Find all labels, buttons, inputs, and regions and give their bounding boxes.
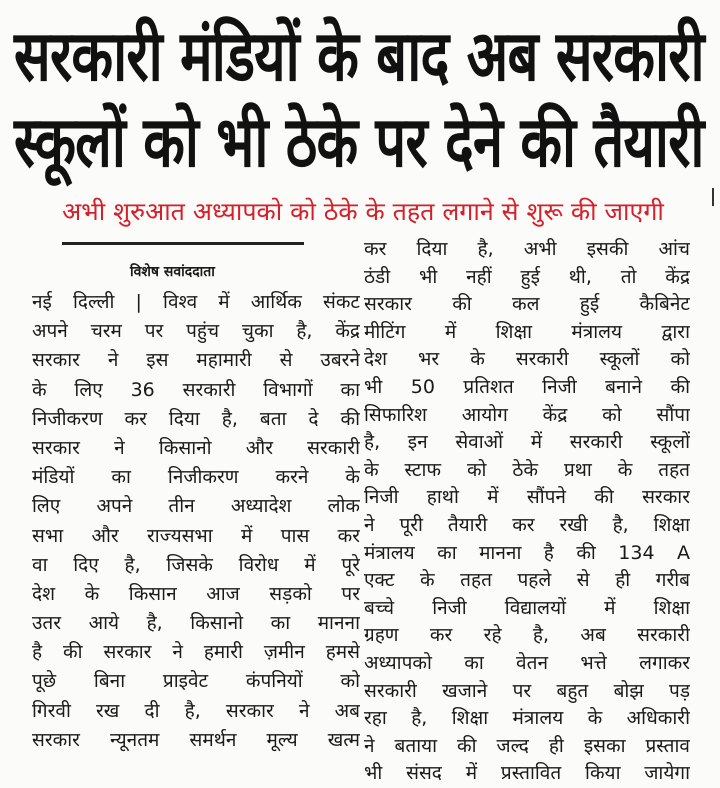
article-line: है, इन सेवाओं में सरकारी स्कूलों	[364, 431, 690, 454]
article-line: कर दिया है, अभी इसकी आंच	[364, 238, 690, 260]
article-line: अध्यापको का वेतन भत्ते लगाकर	[364, 651, 690, 674]
article-line: ग्रहण कर रहे है, अब सरकारी	[364, 624, 690, 647]
article-column-left	[32, 288, 360, 755]
article-line: के लिए 36 सरकारी विभागों का	[32, 378, 360, 401]
article-line: गिरवी रख दी है, सरकार ने अब	[32, 699, 360, 722]
article-line: ने पूरी तैयारी कर रखी है, शिक्षा	[364, 513, 690, 536]
headline-line-1: सरकारी मंडियों के बाद अब सरकारी	[14, 15, 704, 97]
article-line: एक्ट के तहत पहले से ही गरीब	[364, 569, 690, 592]
article-line: के स्टाफ को ठेके प्रथा के तहत	[364, 458, 690, 481]
article-line: भी संसद में प्रस्तावित किया जायेगा	[364, 762, 690, 785]
article-line: रहा है, शिक्षा मंत्रालय के अधिकारी	[364, 707, 690, 730]
article-line: ने बताया की जल्द ही इसका प्रस्ताव	[364, 734, 690, 757]
article-line: अपने चरम पर पहुंच चुका है, केंद्र	[32, 320, 360, 343]
article-line: पूछे बिना प्राइवेट कंपनियों को	[32, 670, 360, 693]
article-line: निजीकरण कर दिया है, बता दे की	[32, 407, 360, 430]
article-line: ठंडी भी नहीं हुई थी, तो केंद्र	[364, 265, 690, 288]
subheadline: अभी शुरुआत अध्यापको को ठेके के तहत लगाने से शुरू की जाएगी	[62, 197, 664, 226]
headline-line-2: स्कूलों को भी ठेके पर देने की तैयारी	[14, 101, 704, 183]
byline: विशेष सवांददाता	[130, 264, 215, 280]
article-line: देश भर के सरकारी स्कूलों को	[364, 348, 690, 371]
article-line: लिए अपने तीन अध्यादेश लोक	[32, 495, 360, 518]
article-line: वा दिए है, जिसके विरोध में पूरे	[32, 553, 360, 576]
article-line: मीटिंग में शिक्षा मंत्रालय द्वारा	[364, 320, 690, 343]
article-line: सरकार ने किसानो और सरकारी	[32, 436, 360, 459]
article-column-right	[364, 236, 690, 788]
article-line: नई दिल्ली | विश्व में आर्थिक संकट	[32, 291, 360, 313]
article-line: निजी हाथो में सौंपने की सरकार	[364, 486, 690, 509]
article-line: देश के किसान आज सड़को पर	[32, 582, 360, 605]
article-line: सभा और राज्यसभा में पास कर	[32, 524, 360, 547]
article-line: सिफारिश आयोग केंद्र को सौंपा	[364, 403, 690, 426]
article-line: सरकारी खजाने पर बहुत बोझ पड़	[364, 679, 690, 702]
divider-rule	[62, 242, 304, 245]
column-edge-mark	[712, 188, 714, 206]
article-line: सरकार की कल हुई कैबिनेट	[364, 293, 690, 316]
article-line: है की सरकार ने हमारी ज़मीन हमसे	[32, 641, 360, 664]
article-line: उतर आये है, किसानो का मानना	[32, 612, 360, 635]
article-line: सरकार न्यूनतम समर्थन मूल्य खत्म	[32, 728, 360, 751]
article-line: भी 50 प्रतिशत निजी बनाने की	[364, 375, 690, 398]
article-line: मंत्रालय का मानना है की 134 A	[364, 541, 690, 564]
article-line: सरकार ने इस महामारी से उबरने	[32, 349, 360, 372]
article-line: मंडियों का निजीकरण करने के	[32, 466, 360, 489]
article-line: बच्चे निजी विद्यालयों में शिक्षा	[364, 596, 690, 619]
